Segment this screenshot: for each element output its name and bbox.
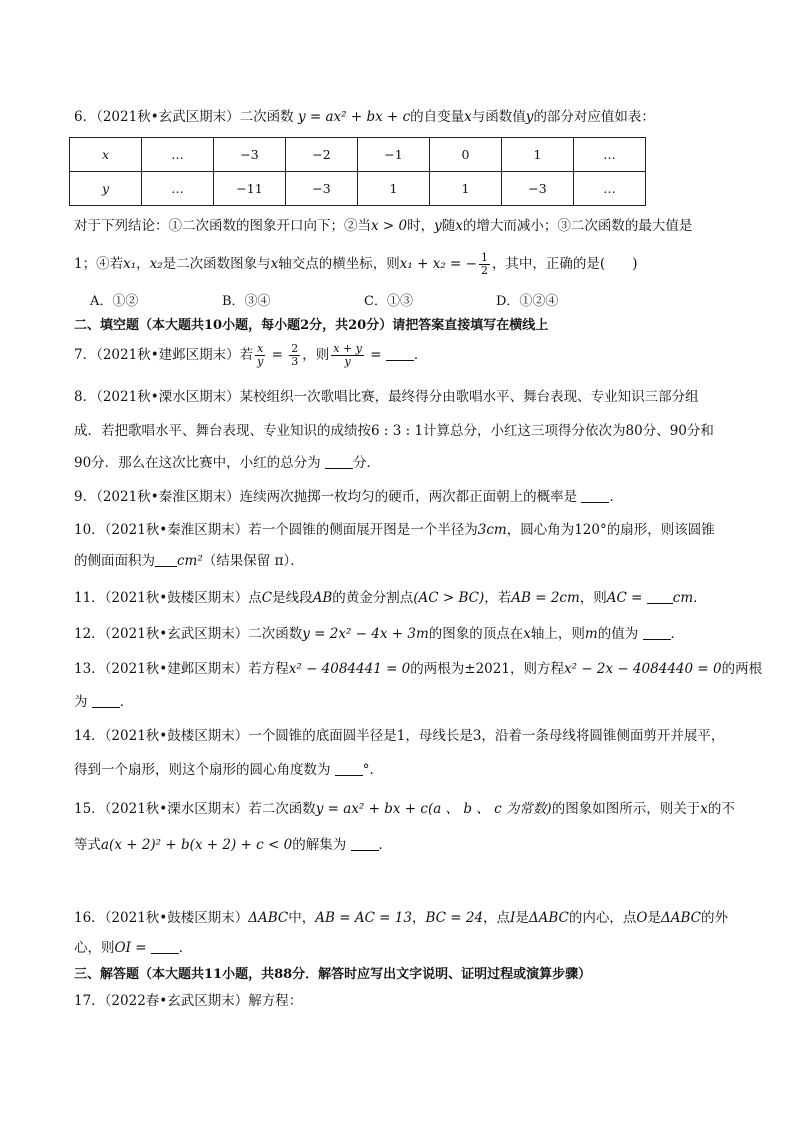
question-17: 17．（2022春•玄武区期末）解方程： — [74, 993, 303, 1009]
answer-blank[interactable] — [351, 836, 379, 851]
answer-blank[interactable] — [386, 346, 414, 361]
section-3-heading: 三、解答题（本大题共11小题，共88分．解答时应写出文字说明、证明过程或演算步骤） — [74, 967, 592, 982]
table-cell: −3 — [214, 138, 286, 172]
table-row-x — [70, 138, 646, 172]
table-cell: 1 — [502, 138, 574, 172]
table-cell: −11 — [214, 172, 286, 206]
question-10-line-1: 10．（2021秋•秦淮区期末）若一个圆锥的侧面展开图是一个半径为3cm，圆心角为120°的扇形，则该圆锥 — [74, 522, 715, 538]
table-cell: 0 — [430, 138, 502, 172]
question-13-line-2: 为 ． — [74, 694, 134, 710]
question-8-line-1: 8．（2021秋•溧水区期末）某校组织一次歌唱比赛，最终得分由歌唱水平、舞台表现、专业知识三部分组 — [74, 389, 699, 405]
table-cell: … — [574, 138, 646, 172]
table-cell: … — [142, 172, 214, 206]
table-cell: … — [142, 138, 214, 172]
question-14-line-2: 得到一个扇形，则这个扇形的圆心角度数为 °． — [74, 762, 384, 778]
question-15-line-1: 15．（2021秋•溧水区期末）若二次函数y = ax² + bx + c(a 、 b 、 c 为常数)的图象如图所示，则关于x的不 — [74, 801, 735, 817]
fraction: $\frac{x + y}{y}$ — [333, 342, 362, 368]
answer-blank[interactable] — [335, 761, 363, 776]
answer-blank[interactable] — [92, 693, 120, 708]
answer-blank[interactable] — [581, 488, 609, 503]
answer-blank[interactable] — [325, 454, 353, 469]
question-6-conclusions-1: 对于下列结论：①二次函数的图象开口向下；②当x > 0时，y随x的增大而减小；③二次函数的最大值是 — [74, 218, 693, 234]
question-9: 9．（2021秋•秦淮区期末）连续两次抛掷一枚均匀的硬币，两次都正面朝上的概率是 ． — [74, 489, 623, 505]
answer-blank[interactable] — [151, 939, 179, 954]
fraction: $\frac{1}{2}$ — [480, 251, 488, 277]
question-16-line-2: 心，则OI = ． — [74, 940, 193, 956]
question-7: 7．（2021秋•建邺区期末）若 $\frac{x}{y}$ = $\frac{2}{3}$ ，则 $\frac{x + y}{y}$ = ． — [74, 342, 428, 368]
answer-blank[interactable] — [643, 625, 671, 640]
question-13-line-1: 13．（2021秋•建邺区期末）若方程x² − 4084441 = 0的两根为±2021，则方程x² − 2x − 4084440 = 0的两根 — [74, 661, 763, 677]
answer-blank[interactable] — [155, 552, 177, 567]
table-cell: −2 — [286, 138, 358, 172]
option-a: A．①② — [90, 294, 139, 309]
question-12: 12．（2021秋•玄武区期末）二次函数y = 2x² − 4x + 3m的图象的顶点在x轴上，则m的值为 ． — [74, 626, 685, 642]
question-8-line-3: 90分．那么在这次比赛中，小红的总分为 分． — [74, 455, 380, 471]
table-cell: 1 — [430, 172, 502, 206]
option-d: D．①②④ — [496, 294, 559, 309]
option-c: C．①③ — [364, 294, 413, 309]
question-11: 11．（2021秋•鼓楼区期末）点C是线段AB的黄金分割点(AC > BC)，若AB = 2cm，则AC = cm． — [74, 590, 707, 606]
table-cell: … — [574, 172, 646, 206]
section-2-heading: 二、填空题（本大题共10小题，每小题2分，共20分）请把答案直接填写在横线上 — [74, 318, 549, 333]
question-8-line-2: 成．若把歌唱水平、舞台表现、专业知识的成绩按6 : 3 : 1计算总分，小红这三项得分依次为80分、90分和 — [74, 423, 714, 439]
table-cell: y — [70, 172, 142, 206]
question-10-line-2: 的侧面面积为 cm²（结果保留 π）． — [74, 553, 304, 569]
table-row-y — [70, 172, 646, 206]
value-table — [69, 137, 646, 206]
option-b: B．③④ — [222, 294, 271, 309]
question-6-conclusions-2: 1；④若x₁，x₂是二次函数图象与x轴交点的横坐标，则x₁ + x₂ = − $\frac{1}{2}$ ，其中，正确的是( ) — [74, 251, 638, 277]
question-16-line-1: 16．（2021秋•鼓楼区期末）ΔABC中，AB = AC = 13，BC = 24，点I是ΔABC的内心，点O是ΔABC的外 — [74, 910, 728, 926]
table-cell: −1 — [358, 138, 430, 172]
table-cell: −3 — [286, 172, 358, 206]
question-15-line-2: 等式a(x + 2)² + b(x + 2) + c < 0的解集为 ． — [74, 837, 392, 853]
table-cell: −3 — [502, 172, 574, 206]
table-cell: x — [70, 138, 142, 172]
table-cell: 1 — [358, 172, 430, 206]
question-6-stem: 6．（2021秋•玄武区期末）二次函数 y = ax² + bx + c的自变量x与函数值y的部分对应值如表： — [74, 109, 655, 125]
answer-blank[interactable] — [647, 589, 673, 604]
fraction: $\frac{2}{3}$ — [291, 342, 299, 368]
question-14-line-1: 14．（2021秋•鼓楼区期末）一个圆锥的底面圆半径是1，母线长是3，沿着一条母线将圆锥侧面剪开并展平， — [74, 728, 725, 744]
fraction: $\frac{x}{y}$ — [257, 342, 264, 368]
